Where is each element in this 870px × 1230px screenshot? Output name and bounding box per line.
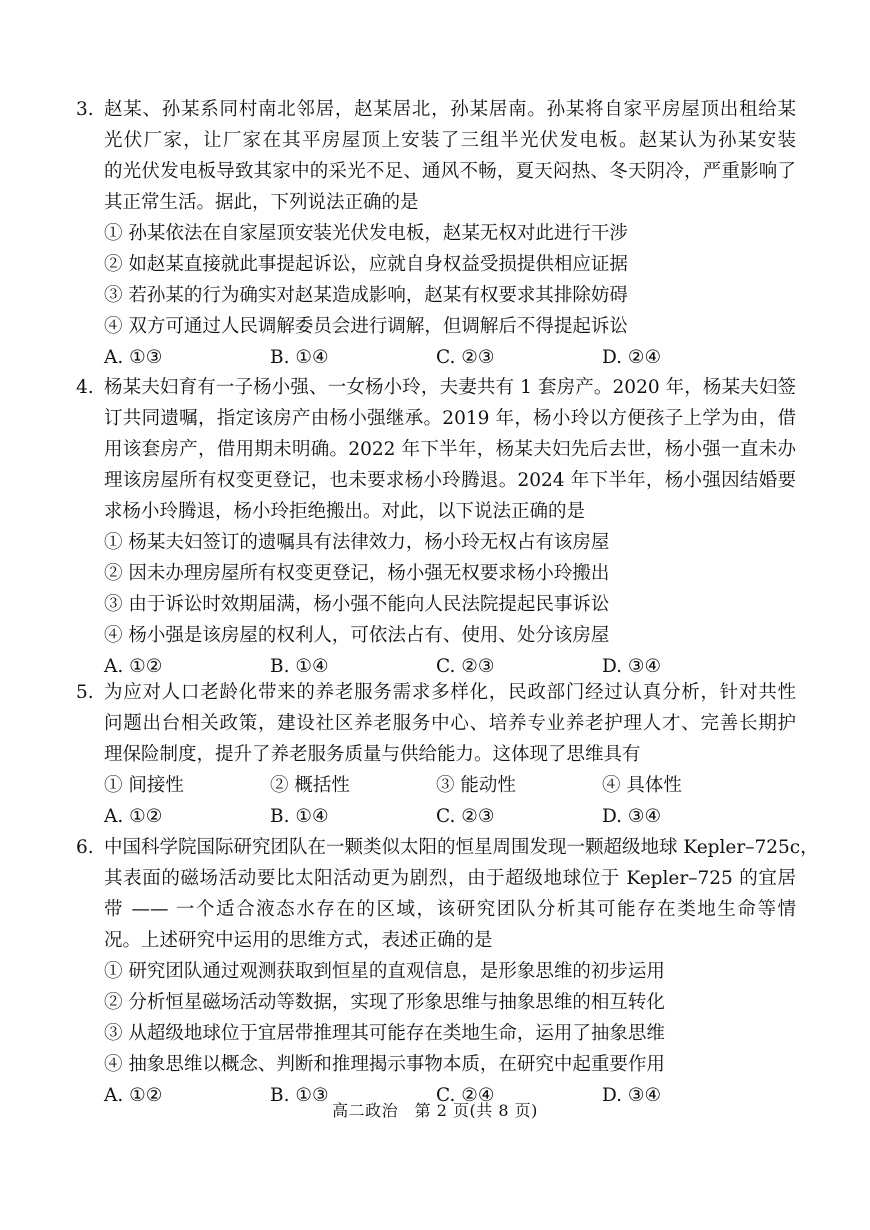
- page-footer: 高二政治 第 2 页(共 8 页): [332, 1101, 538, 1120]
- question-5: [76, 677, 796, 832]
- question-3: [76, 94, 796, 373]
- statement-2: ② 概括性: [270, 775, 350, 796]
- stem-line: 问题出台相关政策，建设社区养老服务中心、培养专业养老护理人才、完善长期护: [104, 713, 796, 734]
- question-4: [76, 372, 796, 682]
- question-number: 3.: [76, 99, 94, 120]
- statement-1: ① 研究团队通过观测获取到恒星的直观信息，是形象思维的初步运用: [104, 961, 665, 982]
- stem-line: 其表面的磁场活动要比太阳活动更为剧烈，由于超级地球位于 Kepler–725 的宜居: [104, 868, 796, 889]
- question-number: 5.: [76, 682, 94, 703]
- stem-line: 赵某、孙某系同村南北邻居，赵某居北，孙某居南。孙某将自家平房屋顶出租给某: [104, 99, 796, 120]
- option-a: A. ①②: [104, 656, 163, 677]
- stem-line: 求杨小玲腾退，杨小玲拒绝搬出。对此，以下说法正确的是: [104, 501, 586, 522]
- stem-line: 其正常生活。据此，下列说法正确的是: [104, 192, 419, 213]
- stem-line: 用该套房产，借用期未明确。2022 年下半年，杨某夫妇先后去世，杨小强一直未办: [104, 439, 796, 460]
- stem-line: 光伏厂家，让厂家在其平房屋顶上安装了三组半光伏发电板。赵某认为孙某安装: [104, 130, 796, 151]
- stem-line: 订共同遗嘱，指定该房产由杨小强继承。2019 年，杨小玲以方便孩子上学为由，借: [104, 408, 796, 429]
- option-b: B. ①④: [270, 806, 329, 827]
- statement-2: ② 分析恒星磁场活动等数据，实现了形象思维与抽象思维的相互转化: [104, 992, 665, 1013]
- option-a: A. ①③: [104, 347, 163, 368]
- option-c: C. ②③: [436, 656, 495, 677]
- question-3-stem: [76, 94, 796, 218]
- option-a: A. ①②: [104, 806, 163, 827]
- question-5-stem: [76, 677, 796, 770]
- statement-3: ③ 由于诉讼时效期届满，杨小强不能向人民法院提起民事诉讼: [104, 594, 610, 615]
- option-b: B. ①④: [270, 656, 329, 677]
- option-c: C. ②③: [436, 347, 495, 368]
- statement-3: ③ 若孙某的行为确实对赵某造成影响，赵某有权要求其排除妨碍: [104, 285, 628, 306]
- option-a: A. ①②: [104, 1085, 163, 1106]
- option-c: C. ②④: [436, 1085, 495, 1106]
- option-d: D. ②④: [602, 347, 662, 368]
- inline-statements: [76, 770, 796, 801]
- option-b: B. ①③: [270, 1085, 329, 1106]
- option-d: D. ③④: [602, 1085, 662, 1106]
- answer-options: [76, 342, 796, 373]
- statement-3: ③ 从超级地球位于宜居带推理其可能存在类地生命，运用了抽象思维: [104, 1023, 665, 1044]
- stem-line: 况。上述研究中运用的思维方式，表述正确的是: [104, 930, 493, 951]
- statement-4: ④ 杨小强是该房屋的权利人，可依法占有、使用、处分该房屋: [104, 625, 610, 646]
- statement-4: ④ 抽象思维以概念、判断和推理揭示事物本质，在研究中起重要作用: [104, 1054, 665, 1075]
- stem-line: 理保险制度，提升了养老服务质量与供给能力。这体现了思维具有: [104, 744, 641, 765]
- option-b: B. ①④: [270, 347, 329, 368]
- question-6-stem: [76, 832, 819, 956]
- stem-line: 的光伏发电板导致其家中的采光不足、通风不畅，夏天闷热、冬天阴冷，严重影响了: [104, 161, 796, 182]
- statement-1: ① 杨某夫妇签订的遗嘱具有法律效力，杨小玲无权占有该房屋: [104, 532, 610, 553]
- question-4-stem: [76, 372, 796, 527]
- question-6: [76, 832, 819, 1111]
- statement-1: ① 间接性: [104, 775, 184, 796]
- question-number: 4.: [76, 377, 94, 398]
- answer-options: [76, 801, 796, 832]
- stem-line: 为应对人口老龄化带来的养老服务需求多样化，民政部门经过认真分析，针对共性: [104, 682, 796, 703]
- option-c: C. ②③: [436, 806, 495, 827]
- statement-2: ② 因未办理房屋所有权变更登记，杨小强无权要求杨小玲搬出: [104, 563, 610, 584]
- statement-4: ④ 具体性: [602, 775, 682, 796]
- option-d: D. ③④: [602, 656, 662, 677]
- stem-line: 中国科学院国际研究团队在一颗类似太阳的恒星周围发现一颗超级地球 Kepler–725c，: [104, 837, 819, 858]
- statement-3: ③ 能动性: [436, 775, 516, 796]
- option-d: D. ③④: [602, 806, 662, 827]
- statement-1: ① 孙某依法在自家屋顶安装光伏发电板，赵某无权对此进行干涉: [104, 223, 628, 244]
- statement-4: ④ 双方可通过人民调解委员会进行调解，但调解后不得提起诉讼: [104, 316, 628, 337]
- stem-line: 杨某夫妇育有一子杨小强、一女杨小玲，夫妻共有 1 套房产。2020 年，杨某夫妇签: [104, 377, 796, 398]
- statement-2: ② 如赵某直接就此事提起诉讼，应就自身权益受损提供相应证据: [104, 254, 628, 275]
- stem-line: 理该房屋所有权变更登记，也未要求杨小玲腾退。2024 年下半年，杨小强因结婚要: [104, 470, 796, 491]
- question-number: 6.: [76, 837, 94, 858]
- stem-line: 带 —— 一个适合液态水存在的区域，该研究团队分析其可能存在类地生命等情: [104, 899, 796, 920]
